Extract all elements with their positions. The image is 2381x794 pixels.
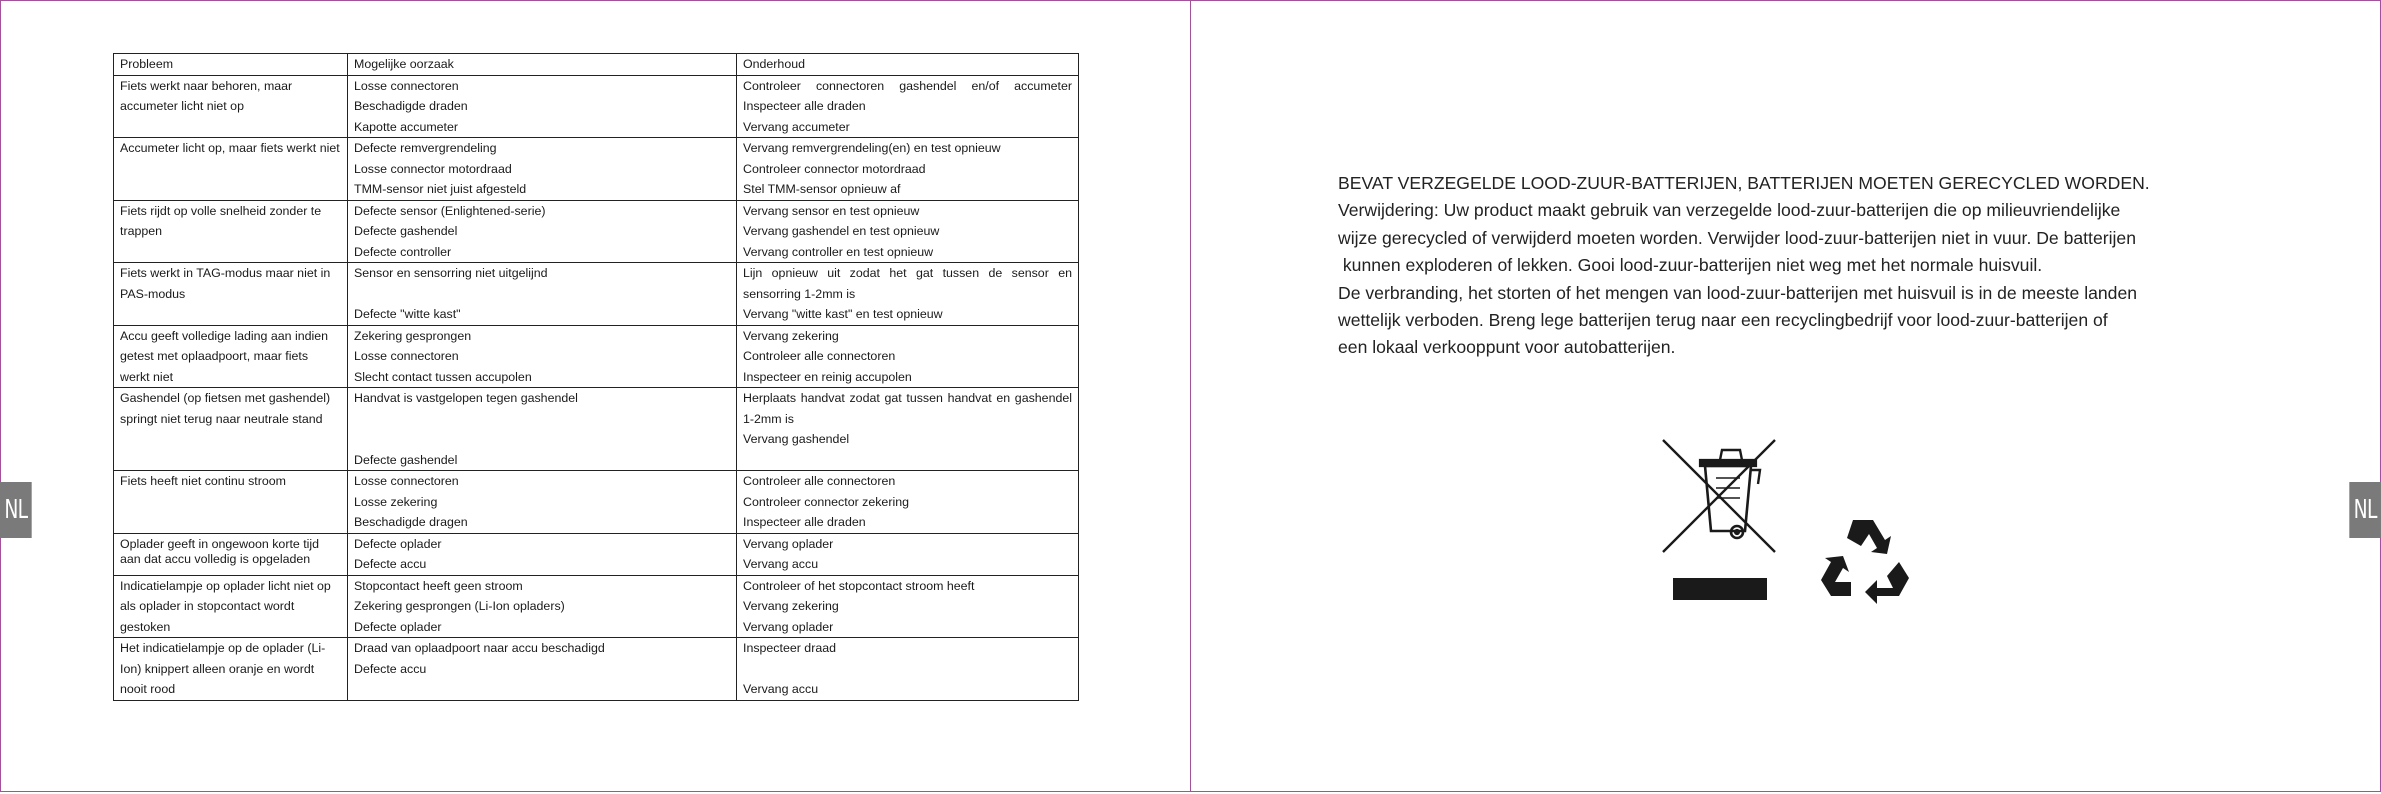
table-row — [114, 75, 1079, 138]
cause-line: Defecte gashendel — [354, 452, 458, 467]
fix-cell — [737, 575, 1079, 638]
fix-line: Stel TMM-sensor opnieuw af — [743, 182, 901, 196]
spacer — [743, 659, 1072, 680]
warning-line: wijze gerecycled of verwijderd moeten worden. Verwijder lood-zuur-batterijen niet in vuur. De batterijen — [1338, 227, 2136, 248]
warning-heading: BEVAT VERZEGELDE LOOD-ZUUR-BATTERIJEN, BATTERIJEN MOETEN GERECYCLED WORDEN. — [1338, 173, 2150, 193]
fix-cell — [737, 638, 1079, 701]
problem-cell: Oplader geeft in ongewoon korte tijd aan dat accu volledig is opgeladen — [114, 533, 348, 575]
cause-line: Defecte gashendel — [354, 224, 458, 238]
cause-line: Defecte accu — [354, 557, 427, 571]
problem-cell: Indicatielampje op oplader licht niet op als oplader in stopcontact wordt gestoken — [114, 575, 348, 638]
fix-line: Controleer of het stopcontact stroom heeft — [743, 578, 975, 593]
fix-cell — [737, 471, 1079, 534]
battery-disposal-warning — [1338, 170, 2238, 362]
recycle-icon — [1815, 514, 1915, 614]
cause-line: Beschadigde dragen — [354, 515, 468, 529]
cause-line: Defecte oplader — [354, 536, 442, 551]
problem-cell: Accu geeft volledige lading aan indien getest met oplaadpoort, maar fiets werkt niet — [114, 325, 348, 388]
language-tab-right: NL — [2349, 482, 2381, 538]
cause-cell — [348, 138, 737, 201]
cause-line: Stopcontact heeft geen stroom — [354, 578, 523, 593]
fix-line: Controleer connector motordraad — [743, 161, 926, 176]
fix-line: Vervang oplader — [743, 619, 834, 634]
fix-line: Vervang zekering — [743, 599, 839, 613]
spacer — [354, 409, 730, 450]
fix-line: Controleer alle connectoren — [743, 349, 896, 363]
fix-line: Herplaats handvat zodat gat tussen handvat en gashendel 1-2mm is — [743, 391, 1072, 426]
cause-line: Defecte oplader — [354, 619, 442, 634]
fix-line: Vervang controller en test opnieuw — [743, 244, 934, 259]
table-row — [114, 638, 1079, 701]
fix-cell — [737, 75, 1079, 138]
cause-line: Defecte sensor (Enlightened-serie) — [354, 203, 546, 218]
problem-cell: Fiets werkt naar behoren, maar accumeter licht niet op — [114, 75, 348, 138]
fix-line: Vervang sensor en test opnieuw — [743, 203, 920, 218]
problem-cell: Accumeter licht op, maar fiets werkt niet — [114, 138, 348, 201]
cause-line: Sensor en sensorring niet uitgelijnd — [354, 266, 548, 280]
spacer — [354, 284, 730, 305]
cause-line: Zekering gesprongen (Li-Ion opladers) — [354, 599, 565, 613]
fix-line: Vervang zekering — [743, 328, 839, 343]
fix-line: Controleer connector zekering — [743, 494, 909, 509]
table-row — [114, 575, 1079, 638]
fix-cell — [737, 325, 1079, 388]
cause-line: Defecte accu — [354, 661, 427, 676]
cause-line: Defecte remvergrendeling — [354, 141, 497, 155]
cause-line: Losse connectoren — [354, 474, 459, 488]
table-row — [114, 325, 1079, 388]
fix-line: Vervang accu — [743, 682, 819, 696]
fix-cell — [737, 200, 1079, 263]
cause-line: Slecht contact tussen accupolen — [354, 369, 532, 384]
fix-line: Vervang gashendel en test opnieuw — [743, 224, 940, 238]
fix-line: Inspecteer en reinig accupolen — [743, 369, 912, 384]
table-header-row — [114, 54, 1079, 76]
cause-cell — [348, 388, 737, 471]
problem-cell: Fiets heeft niet continu stroom — [114, 471, 348, 534]
cause-line: TMM-sensor niet juist afgesteld — [354, 182, 527, 196]
cause-line: Draad van oplaadpoort naar accu beschadigd — [354, 641, 605, 655]
problem-cell: Het indicatielampje op de oplader (Li-Ion) knippert alleen oranje en wordt nooit rood — [114, 638, 348, 701]
language-tab-left: NL — [0, 482, 32, 538]
problem-cell: Fiets rijdt op volle snelheid zonder te trappen — [114, 200, 348, 263]
cause-line: Losse zekering — [354, 494, 438, 509]
cause-cell — [348, 533, 737, 575]
table-row — [114, 200, 1079, 263]
cause-line: Zekering gesprongen — [354, 328, 472, 343]
cause-cell — [348, 263, 737, 326]
header-maintenance: Onderhoud — [737, 54, 1079, 76]
cause-cell — [348, 75, 737, 138]
right-page — [1190, 0, 2381, 792]
table-row — [114, 138, 1079, 201]
cause-line: Losse connectoren — [354, 349, 459, 363]
table-row — [114, 388, 1079, 471]
warning-line: kunnen exploderen of lekken. Gooi lood-zuur-batterijen niet weg met het normale huisvuil. — [1338, 255, 2043, 276]
fix-line: Vervang "witte kast" en test opnieuw — [743, 307, 943, 321]
cause-line: Losse connectoren — [354, 78, 459, 93]
problem-cell: Gashendel (op fietsen met gashendel) springt niet terug naar neutrale stand — [114, 388, 348, 471]
cause-cell — [348, 200, 737, 263]
cause-cell — [348, 575, 737, 638]
table-row — [114, 471, 1079, 534]
fix-line: Controleer connectoren gashendel en/of accumeter Inspecteer alle draden — [743, 78, 1072, 113]
fix-cell — [737, 263, 1079, 326]
cause-line: Losse connector motordraad — [354, 161, 512, 176]
fix-line: Vervang accu — [743, 557, 819, 571]
disposal-icons — [1660, 436, 1920, 611]
table-row — [114, 263, 1079, 326]
cause-cell — [348, 325, 737, 388]
problem-cell: Fiets werkt in TAG-modus maar niet in PAS-modus — [114, 263, 348, 326]
header-problem: Probleem — [114, 54, 348, 76]
fix-line: Vervang remvergrendeling(en) en test opnieuw — [743, 141, 1001, 155]
fix-line: Vervang oplader — [743, 536, 834, 551]
warning-line: een lokaal verkooppunt voor autobatterijen. — [1338, 337, 1676, 358]
fix-line: Vervang gashendel — [743, 432, 850, 446]
cause-line: Kapotte accumeter — [354, 119, 459, 134]
cause-line: Defecte controller — [354, 244, 452, 259]
warning-line: Verwijdering: Uw product maakt gebruik van verzegelde lood-zuur-batterijen die op milieuvriendelijke — [1338, 200, 2121, 221]
fix-line: Inspecteer draad — [743, 641, 836, 655]
cause-cell — [348, 471, 737, 534]
troubleshooting-table — [113, 53, 1079, 701]
fix-line: Vervang accumeter — [743, 119, 850, 134]
table-row — [114, 533, 1079, 575]
fix-cell — [737, 388, 1079, 471]
fix-cell — [737, 533, 1079, 575]
fix-line: Lijn opnieuw uit zodat het gat tussen de sensor en sensorring 1-2mm is — [743, 266, 1072, 301]
warning-line: De verbranding, het storten of het mengen van lood-zuur-batterijen met huisvuil is in de meeste landen — [1338, 282, 2138, 303]
cause-line: Beschadigde draden — [354, 99, 468, 113]
fix-line: Inspecteer alle draden — [743, 515, 866, 529]
fix-line: Controleer alle connectoren — [743, 474, 896, 488]
cause-cell — [348, 638, 737, 701]
warning-line: wettelijk verboden. Breng lege batterijen terug naar een recyclingbedrijf voor lood-zuur-batterijen of — [1338, 310, 2108, 331]
cause-line: Defecte "witte kast" — [354, 307, 461, 321]
cause-line: Handvat is vastgelopen tegen gashendel — [354, 391, 578, 405]
fix-cell — [737, 138, 1079, 201]
header-cause: Mogelijke oorzaak — [348, 54, 737, 76]
